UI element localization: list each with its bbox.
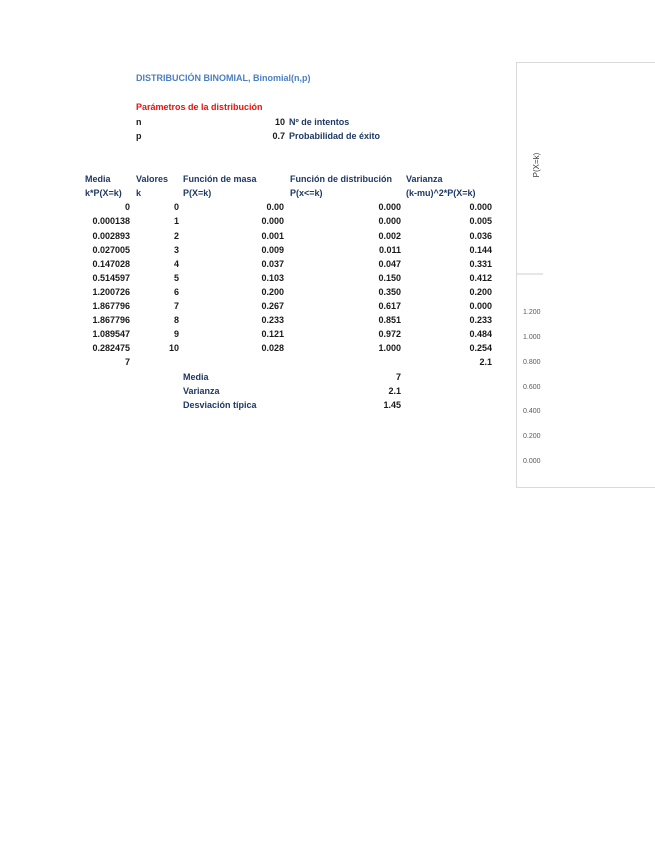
header-valores: Valores bbox=[136, 174, 169, 184]
sheet-title: DISTRIBUCIÓN BINOMIAL, Binomial(n,p) bbox=[136, 73, 311, 83]
cell-media[interactable]: 0.002893 bbox=[92, 231, 130, 241]
cell-varianza[interactable]: 0.200 bbox=[469, 287, 492, 297]
cell-k[interactable]: 3 bbox=[173, 245, 179, 255]
cell-media[interactable]: 1.867796 bbox=[92, 315, 130, 325]
chart-frame[interactable] bbox=[516, 62, 655, 488]
cell-cdf[interactable]: 0.047 bbox=[378, 259, 401, 269]
header-funcion-distribucion: Función de distribución bbox=[290, 174, 392, 184]
cell-k[interactable]: 2 bbox=[173, 231, 179, 241]
y-tick-label: 0.800 bbox=[523, 359, 541, 366]
cell-media[interactable]: 0.000138 bbox=[92, 216, 130, 226]
cell-k[interactable]: 7 bbox=[173, 301, 179, 311]
summary-media-value[interactable]: 7 bbox=[395, 372, 401, 382]
cell-varianza[interactable]: 0.254 bbox=[469, 343, 492, 353]
cell-varianza[interactable]: 0.412 bbox=[469, 273, 492, 283]
cell-pmf[interactable]: 0.121 bbox=[261, 329, 284, 339]
cell-cdf[interactable]: 0.617 bbox=[378, 301, 401, 311]
cell-media[interactable]: 1.200726 bbox=[92, 287, 130, 297]
chart-ylabel: P(X=k) bbox=[532, 152, 541, 178]
subheader-media: k*P(X=k) bbox=[85, 188, 122, 198]
total-media[interactable]: 7 bbox=[124, 357, 130, 367]
cell-cdf[interactable]: 0.851 bbox=[378, 315, 401, 325]
summary-media-label: Media bbox=[183, 372, 209, 382]
summary-desviacion-label: Desviación típica bbox=[183, 400, 257, 410]
cell-pmf[interactable]: 0.267 bbox=[261, 301, 284, 311]
cell-media[interactable]: 0.514597 bbox=[92, 273, 130, 283]
cell-pmf[interactable]: 0.200 bbox=[261, 287, 284, 297]
cell-k[interactable]: 4 bbox=[173, 259, 179, 269]
chart-divider bbox=[517, 273, 543, 275]
cell-media[interactable]: 1.867796 bbox=[92, 301, 130, 311]
total-varianza[interactable]: 2.1 bbox=[479, 357, 492, 367]
param-n-symbol: n bbox=[136, 117, 142, 127]
cell-pmf[interactable]: 0.037 bbox=[261, 259, 284, 269]
cell-cdf[interactable]: 0.972 bbox=[378, 329, 401, 339]
param-p-label: Probabilidad de éxito bbox=[289, 131, 381, 141]
cell-media[interactable]: 0.282475 bbox=[92, 343, 130, 353]
cell-varianza[interactable]: 0.144 bbox=[469, 245, 492, 255]
subheader-cdf: P(x<=k) bbox=[290, 188, 323, 198]
y-tick-label: 1.000 bbox=[523, 334, 541, 341]
y-tick-label: 0.000 bbox=[523, 458, 541, 465]
cell-varianza[interactable]: 0.331 bbox=[469, 259, 492, 269]
cell-pmf[interactable]: 0.028 bbox=[261, 343, 284, 353]
param-p-value[interactable]: 0.7 bbox=[272, 131, 285, 141]
cell-pmf[interactable]: 0.233 bbox=[261, 315, 284, 325]
cell-media[interactable]: 1.089547 bbox=[92, 329, 130, 339]
y-tick-label: 0.600 bbox=[523, 384, 541, 391]
cell-cdf[interactable]: 0.150 bbox=[378, 273, 401, 283]
param-p-symbol: p bbox=[136, 131, 142, 141]
param-n-value[interactable]: 10 bbox=[274, 117, 285, 127]
param-n-label: Nº de intentos bbox=[289, 117, 350, 127]
cell-media[interactable]: 0.147028 bbox=[92, 259, 130, 269]
header-funcion-masa: Función de masa bbox=[183, 174, 257, 184]
cell-media[interactable]: 0.027005 bbox=[92, 245, 130, 255]
cell-cdf[interactable]: 0.000 bbox=[378, 202, 401, 212]
cell-k[interactable]: 1 bbox=[173, 216, 179, 226]
cell-cdf[interactable]: 0.000 bbox=[378, 216, 401, 226]
summary-desviacion-value[interactable]: 1.45 bbox=[383, 400, 401, 410]
summary-varianza-label: Varianza bbox=[183, 386, 220, 396]
cell-pmf[interactable]: 0.103 bbox=[261, 273, 284, 283]
cell-pmf[interactable]: 0.009 bbox=[261, 245, 284, 255]
y-tick-label: 1.200 bbox=[523, 309, 541, 316]
summary-varianza-value[interactable]: 2.1 bbox=[388, 386, 401, 396]
cell-varianza[interactable]: 0.000 bbox=[469, 301, 492, 311]
cell-media[interactable]: 0 bbox=[124, 202, 130, 212]
cell-cdf[interactable]: 0.002 bbox=[378, 231, 401, 241]
cell-k[interactable]: 9 bbox=[173, 329, 179, 339]
cell-k[interactable]: 8 bbox=[173, 315, 179, 325]
header-media: Media bbox=[85, 174, 111, 184]
cell-varianza[interactable]: 0.000 bbox=[469, 202, 492, 212]
params-heading: Parámetros de la distribución bbox=[136, 102, 263, 112]
cell-cdf[interactable]: 0.350 bbox=[378, 287, 401, 297]
cell-k[interactable]: 0 bbox=[173, 202, 179, 212]
cell-varianza[interactable]: 0.484 bbox=[469, 329, 492, 339]
cell-pmf[interactable]: 0.00 bbox=[266, 202, 284, 212]
header-varianza: Varianza bbox=[406, 174, 443, 184]
cell-k[interactable]: 6 bbox=[173, 287, 179, 297]
cell-k[interactable]: 10 bbox=[168, 343, 179, 353]
cell-k[interactable]: 5 bbox=[173, 273, 179, 283]
y-tick-label: 0.200 bbox=[523, 433, 541, 440]
cell-cdf[interactable]: 0.011 bbox=[378, 245, 401, 255]
cell-varianza[interactable]: 0.233 bbox=[469, 315, 492, 325]
y-tick-label: 0.400 bbox=[523, 408, 541, 415]
subheader-varianza: (k-mu)^2*P(X=k) bbox=[406, 188, 476, 198]
subheader-pmf: P(X=k) bbox=[183, 188, 212, 198]
cell-varianza[interactable]: 0.036 bbox=[469, 231, 492, 241]
subheader-k: k bbox=[136, 188, 142, 198]
cell-cdf[interactable]: 1.000 bbox=[378, 343, 401, 353]
cell-varianza[interactable]: 0.005 bbox=[469, 216, 492, 226]
cell-pmf[interactable]: 0.001 bbox=[261, 231, 284, 241]
cell-pmf[interactable]: 0.000 bbox=[261, 216, 284, 226]
